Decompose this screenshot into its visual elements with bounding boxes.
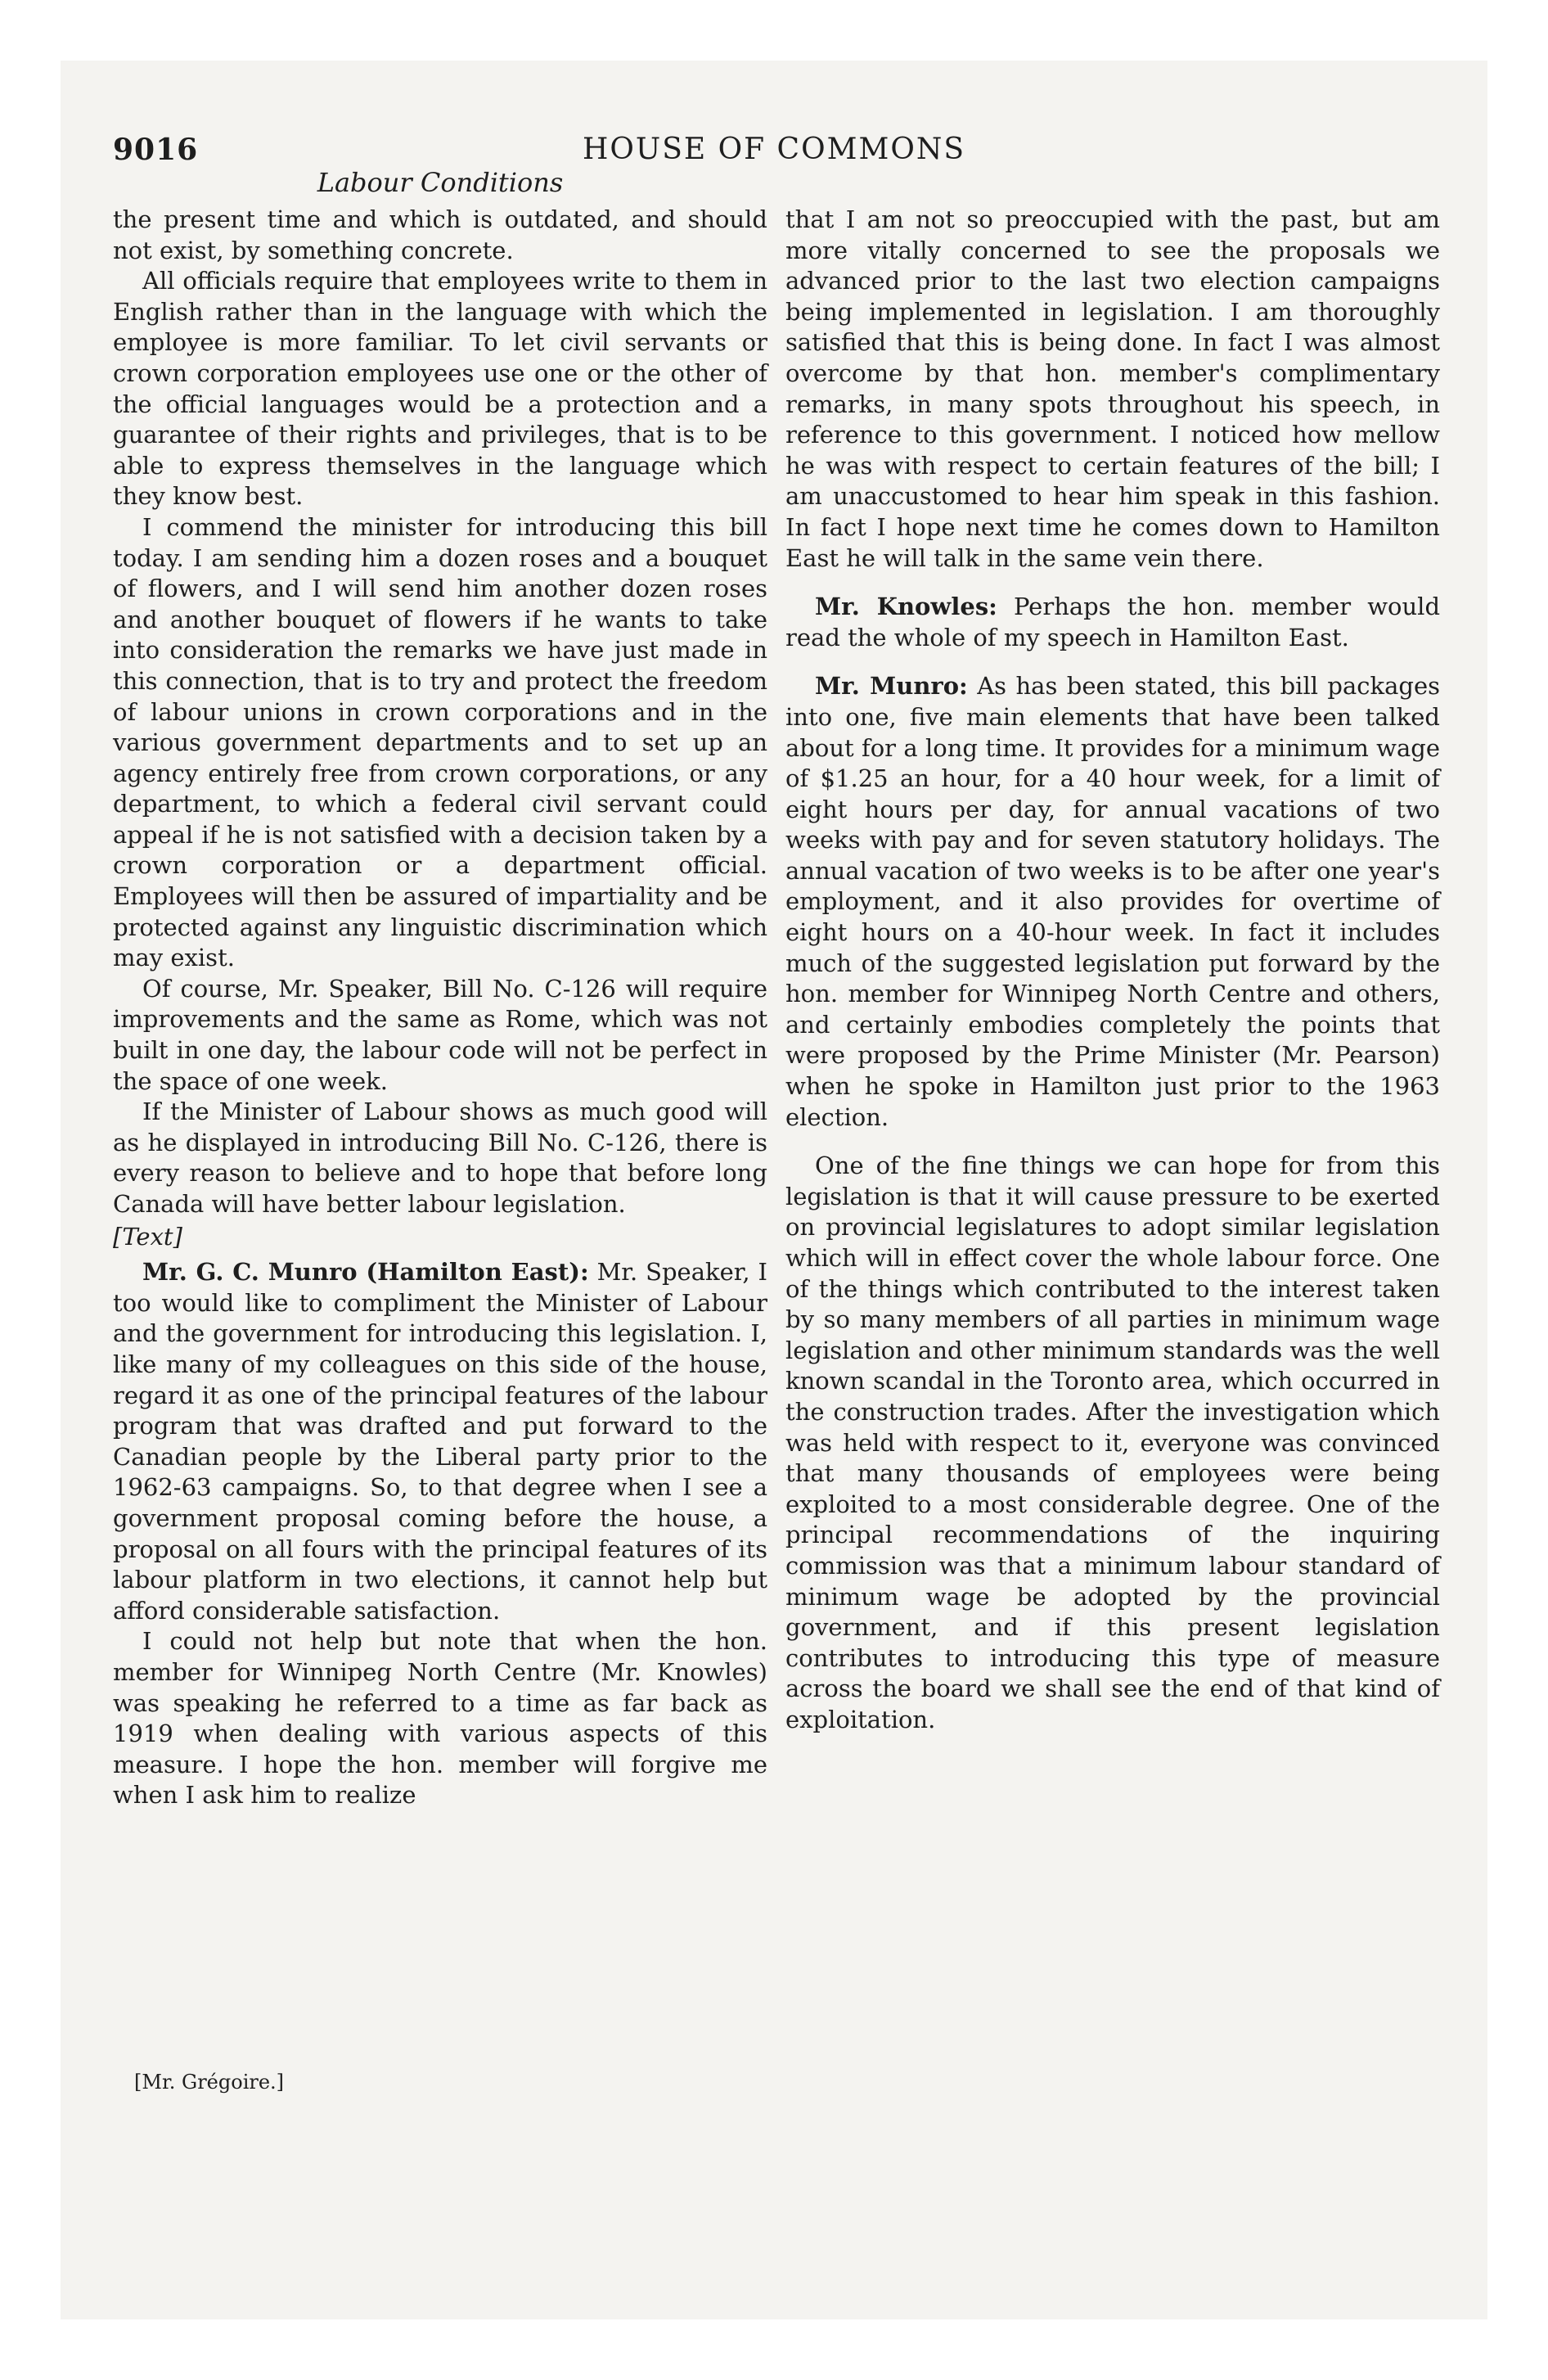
paragraph: One of the fine things we can hope for from this legislation is that it will cause pressure to be exerted on provincial legislatures to adopt similar legislation which will in effect cover the whole labour force. One of the things which contributed to the interest taken by so many members of all parties in minimum wage legislation and other minimum standards was the well known scandal in the Toronto area, which occurred in the construction trades. After the investigation which was held with respect to it, everyone was convinced that many thousands of employees were being exploited to a most considerable degree. One of the principal recommendations of the inquiring commission was that a minimum labour standard of minimum wage be adopted by the provincial government, and if this present legislation contributes to introducing this type of measure across the board we shall see the end of that kind of exploitation. (785, 1152, 1440, 1733)
speech-paragraph (113, 1257, 767, 1626)
paragraph: If the Minister of Labour shows as much good will as he displayed in introducing Bill No. C-126, there is every reason to believe and to hope that before long Canada will have better labour legislation. (113, 1098, 767, 1218)
speech-text: Perhaps the hon. member would read the whole of my speech in Hamilton East. (785, 593, 1441, 651)
paragraph: that I am not so preoccupied with the past, but am more vitally concerned to see the proposals we advanced prior to the last two election campaigns being implemented in legislation. I am thoroughly satisfied that this is being done. In fact I was almost overcome by that hon. member's complimentary remarks, in many spots throughout his speech, in reference to this government. I noticed how mellow he was with respect to certain features of the bill; I am unaccustomed to hear him speak in this fashion. In fact I hope next time he comes down to Hamilton East he will talk in the same vein there. (785, 205, 1440, 572)
page-number: 9016 (113, 133, 199, 167)
speaker-name: Mr. Knowles: (815, 593, 997, 621)
paragraph: All officials require that employees write to them in English rather than in the language with which the employee is more familiar. To let civil servants or crown corporation employees use one or the other of the official languages would be a protection and a guarantee of their rights and privileges, that is to be able to express themselves in the language which they know best. (113, 267, 767, 511)
left-column (113, 205, 767, 1811)
running-head: HOUSE OF COMMONS (582, 133, 966, 166)
paragraph: I commend the minister for introducing this bill today. I am sending him a dozen roses and a bouquet of flowers, and I will send him another dozen roses and another bouquet of flowers if he wants to take into consideration the remarks we have just made in this connection, that is to try and protect the freedom of labour unions in crown corporations and in the various government departments and to set up an agency entirely free from crown corporations, or any department, to which a federal civil servant could appeal if he is not satisfied with a decision taken by a crown corporation or a department official. Employees will then be assured of impartiality and be protected against any linguistic discrimination which may exist. (113, 512, 767, 972)
document-page (61, 61, 1487, 2319)
right-column (785, 205, 1440, 1736)
section-title: Labour Conditions (317, 167, 564, 198)
speaker-attribution: [Mr. Grégoire.] (134, 2071, 285, 2094)
text-marker: [Text] (113, 1222, 182, 1251)
speech-paragraph (785, 671, 1440, 1133)
paragraph: the present time and which is outdated, and should not exist, by something concrete. (113, 205, 767, 264)
paragraph: I could not help but note that when the hon. member for Winnipeg North Centre (Mr. Knowles) was speaking he referred to a time as far back as 1919 when dealing with various aspects of this measure. I hope the hon. member will forgive me when I ask him to realize (113, 1627, 767, 1810)
paragraph: Of course, Mr. Speaker, Bill No. C-126 will require improvements and the same as Rome, which was not built in one day, the labour code will not be perfect in the space of one week. (113, 974, 767, 1095)
speaker-name: Mr. G. C. Munro (Hamilton East): (142, 1258, 589, 1287)
speech-paragraph (785, 592, 1440, 653)
speech-text: Mr. Speaker, I too would like to compliment the Minister of Labour and the government for introducing this legislation. I, like many of my colleagues on this side of the house, regard it as one of the principal features of the labour program that was drafted and put forward to the Canadian people by the Liberal party prior to the 1962-63 campaigns. So, to that degree when I see a government proposal coming before the house, a proposal on all fours with the principal features of its labour platform in two elections, it cannot help but afford considerable satisfaction. (113, 1258, 768, 1625)
speech-text: As has been stated, this bill packages into one, five main elements that have been talked about for a long time. It provides for a minimum wage of $1.25 an hour, for a 40 hour week, for a limit of eight hours per day, for annual vacations of two weeks with pay and for seven statutory holidays. The annual vacation of two weeks is to be after one year's employment, and it also provides for overtime of eight hours on a 40-hour week. In fact it includes much of the suggested legislation put forward by the hon. member for Winnipeg North Centre and others, and certainly embodies completely the points that were proposed by the Prime Minister (Mr. Pearson) when he spoke in Hamilton just prior to the 1963 election. (785, 672, 1441, 1131)
speaker-name: Mr. Munro: (815, 672, 968, 701)
